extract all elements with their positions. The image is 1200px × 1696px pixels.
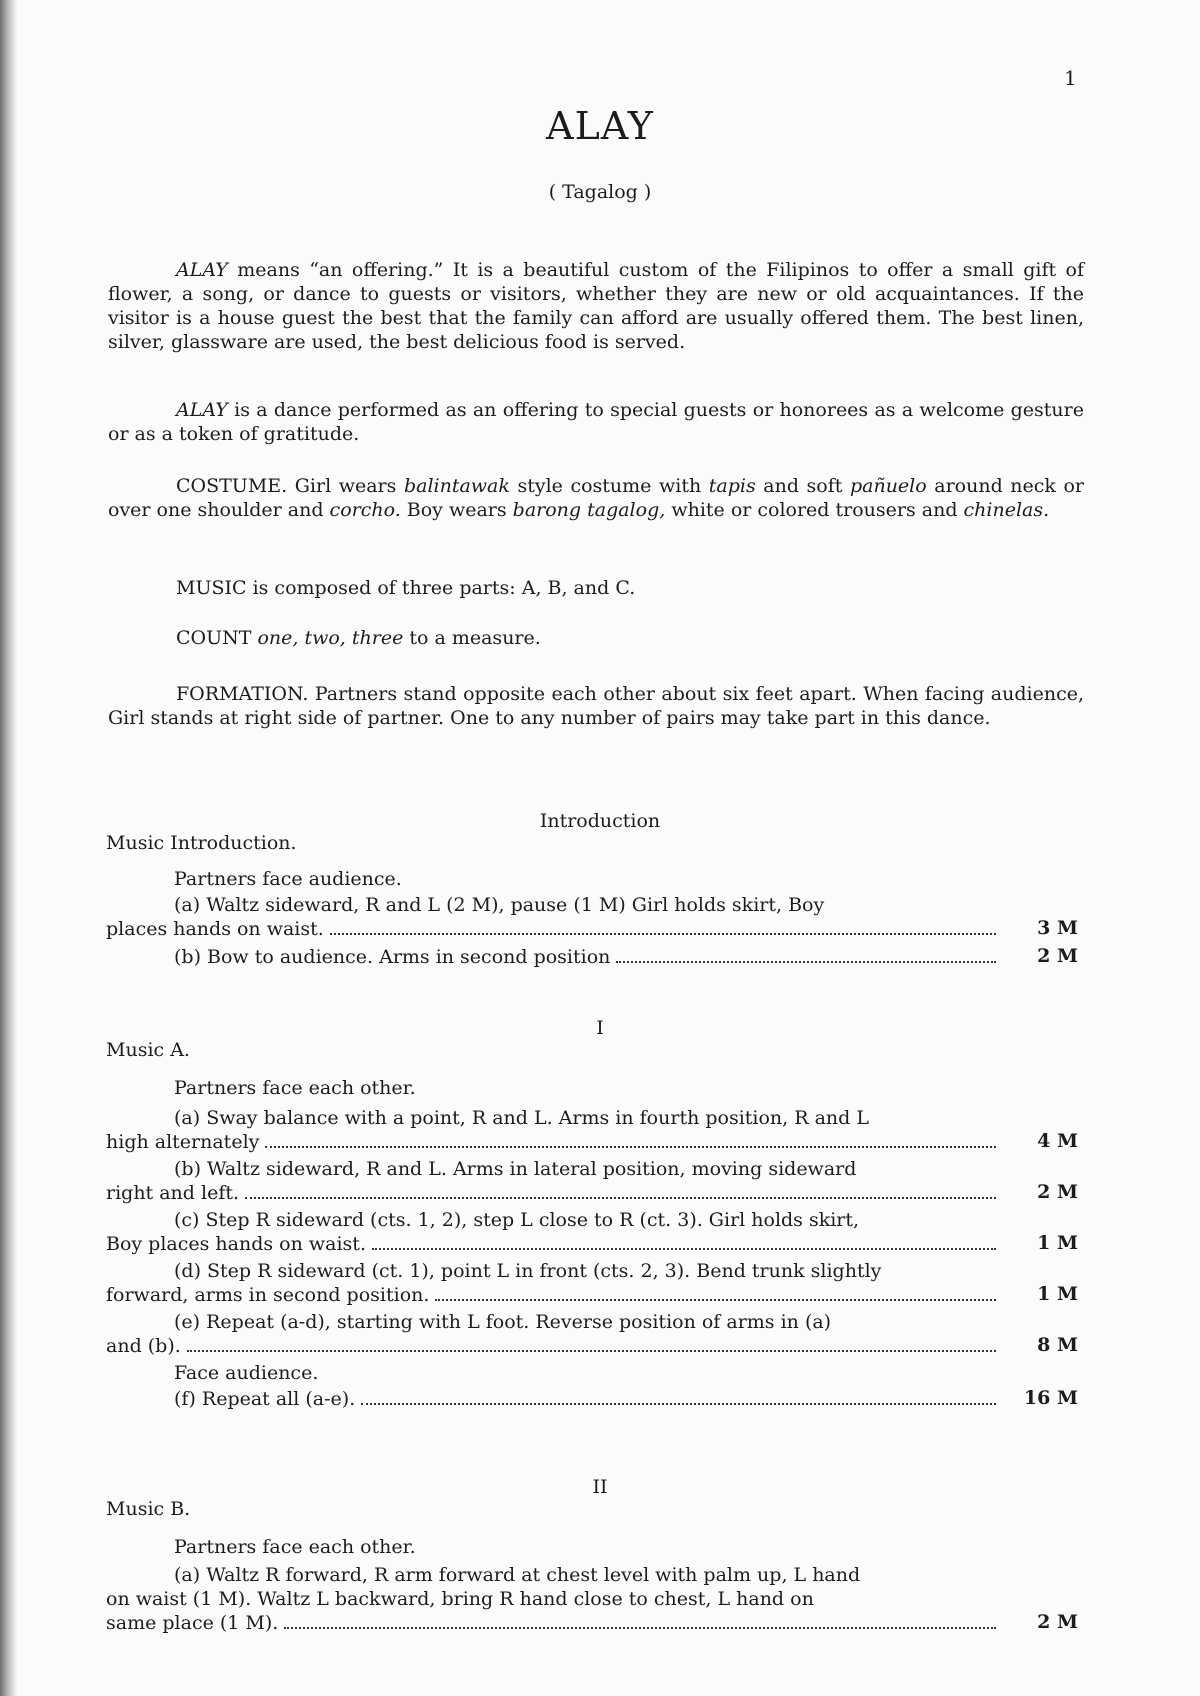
intro-paragraph-1 xyxy=(108,258,1084,354)
step-item xyxy=(106,1563,1000,1635)
costume-text: around neck or over one shoulder and xyxy=(108,475,1085,521)
costume-term: barong tagalog, xyxy=(512,499,666,521)
dot-leader xyxy=(187,1350,996,1352)
dot-leader xyxy=(330,933,996,935)
formation-text: FORMATION. Partners stand opposite each other about six feet apart. When facing audience, Girl stands at right side of partner. One to any number of pairs may take part in this dance. xyxy=(108,683,1084,729)
dot-leader xyxy=(616,961,996,963)
step-item xyxy=(106,1106,1000,1154)
dot-leader xyxy=(435,1299,996,1301)
costume-term: tapis xyxy=(708,475,756,497)
step-item xyxy=(106,945,1000,969)
direction-text: Partners face each other. xyxy=(174,1536,416,1558)
costume-term: balintawak xyxy=(403,475,510,497)
costume-paragraph xyxy=(108,474,1084,522)
formation-paragraph xyxy=(108,682,1084,730)
costume-term: pañuelo xyxy=(849,475,927,497)
page-number: 1 xyxy=(1064,66,1077,90)
step-text: (a) Sway balance with a point, R and L. Arms in fourth position, R and L xyxy=(174,1107,869,1129)
dot-leader xyxy=(361,1403,996,1405)
count-text: to a measure. xyxy=(403,627,541,649)
page-title: ALAY xyxy=(546,104,654,148)
step-text: on waist (1 M). Waltz L backward, bring R hand close to chest, L hand on xyxy=(106,1588,814,1610)
measure-count: 2 M xyxy=(1037,945,1078,967)
step-text: (e) Repeat (a-d), starting with L foot. Reverse position of arms in (a) xyxy=(174,1311,832,1333)
measure-count: 2 M xyxy=(1037,1181,1078,1203)
direction-text: Partners face each other. xyxy=(174,1077,416,1099)
alay-term: ALAY xyxy=(176,399,228,421)
measure-count: 16 M xyxy=(1023,1387,1078,1409)
section-heading-introduction: Introduction xyxy=(539,810,661,832)
costume-label: COSTUME. xyxy=(176,475,288,497)
step-text: (a) Waltz sideward, R and L (2 M), pause (1 M) Girl holds skirt, Boy xyxy=(174,894,825,916)
count-term: one, two, three xyxy=(257,627,404,649)
step-text: (d) Step R sideward (ct. 1), point L in front (cts. 2, 3). Bend trunk slightly xyxy=(174,1260,882,1282)
count-paragraph xyxy=(176,627,541,649)
step-item xyxy=(106,893,1000,941)
music-label: Music B. xyxy=(106,1498,191,1520)
measure-count: 8 M xyxy=(1037,1334,1078,1356)
step-item xyxy=(106,1208,1000,1256)
music-label: Music A. xyxy=(106,1039,190,1061)
intro-paragraph-2 xyxy=(108,398,1084,446)
costume-term: chinelas xyxy=(963,499,1044,521)
step-text: (a) Waltz R forward, R arm forward at chest level with palm up, L hand xyxy=(174,1564,861,1586)
step-text: (b) Waltz sideward, R and L. Arms in lateral position, moving sideward xyxy=(174,1158,857,1180)
step-text: right and left. xyxy=(106,1182,240,1204)
costume-text: Girl wears xyxy=(287,475,404,497)
measure-count: 2 M xyxy=(1037,1611,1078,1633)
intro-paragraph-2-text: is a dance performed as an offering to special guests or honorees as a welcome gesture or as a token of gratitude. xyxy=(108,399,1084,445)
direction-text: Partners face audience. xyxy=(174,868,402,890)
dot-leader xyxy=(284,1627,996,1629)
direction-text: Face audience. xyxy=(174,1362,319,1384)
step-text: places hands on waist. xyxy=(106,918,324,940)
dot-leader xyxy=(372,1248,996,1250)
section-heading-part-1: I xyxy=(596,1017,604,1039)
step-item xyxy=(106,1387,1000,1411)
music-label: Music Introduction. xyxy=(106,832,297,854)
step-text: (f) Repeat all (a-e). xyxy=(174,1388,356,1410)
measure-count: 1 M xyxy=(1037,1232,1078,1254)
costume-text: style costume with xyxy=(509,475,709,497)
costume-term: corcho. xyxy=(329,499,401,521)
step-text: (b) Bow to audience. Arms in second position xyxy=(174,946,611,968)
dot-leader xyxy=(245,1197,996,1199)
costume-text: white or colored trousers and xyxy=(665,499,964,521)
measure-count: 3 M xyxy=(1037,917,1078,939)
intro-paragraph-1-text: means “an offering.” It is a beautiful custom of the Filipinos to offer a small gift of flower, a song, or dance to guests or visitors, whether they are new or old acquaintances. If the visitor is a house guest the best that the family can afford are usually offered them. The best linen, silver, glassware are used, the best delicious food is served. xyxy=(108,259,1084,353)
count-label: COUNT xyxy=(176,627,258,649)
dot-leader xyxy=(265,1146,996,1148)
step-text: forward, arms in second position. xyxy=(106,1284,430,1306)
section-heading-part-2: II xyxy=(592,1476,608,1498)
music-paragraph: MUSIC is composed of three parts: A, B, and C. xyxy=(176,577,636,599)
page-subtitle: ( Tagalog ) xyxy=(548,181,652,203)
costume-text: Boy wears xyxy=(400,499,513,521)
costume-text: . xyxy=(1043,499,1050,521)
scan-edge-shadow xyxy=(0,0,18,1696)
step-item xyxy=(106,1157,1000,1205)
step-text: (c) Step R sideward (cts. 1, 2), step L close to R (ct. 3). Girl holds skirt, xyxy=(174,1209,860,1231)
alay-term: ALAY xyxy=(176,259,228,281)
measure-count: 4 M xyxy=(1037,1130,1078,1152)
step-text: high alternately xyxy=(106,1131,260,1153)
step-text: Boy places hands on waist. xyxy=(106,1233,366,1255)
step-item xyxy=(106,1310,1000,1358)
costume-text: and soft xyxy=(755,475,850,497)
measure-count: 1 M xyxy=(1037,1283,1078,1305)
step-item xyxy=(106,1259,1000,1307)
step-text: same place (1 M). xyxy=(106,1612,279,1634)
step-text: and (b). xyxy=(106,1335,181,1357)
